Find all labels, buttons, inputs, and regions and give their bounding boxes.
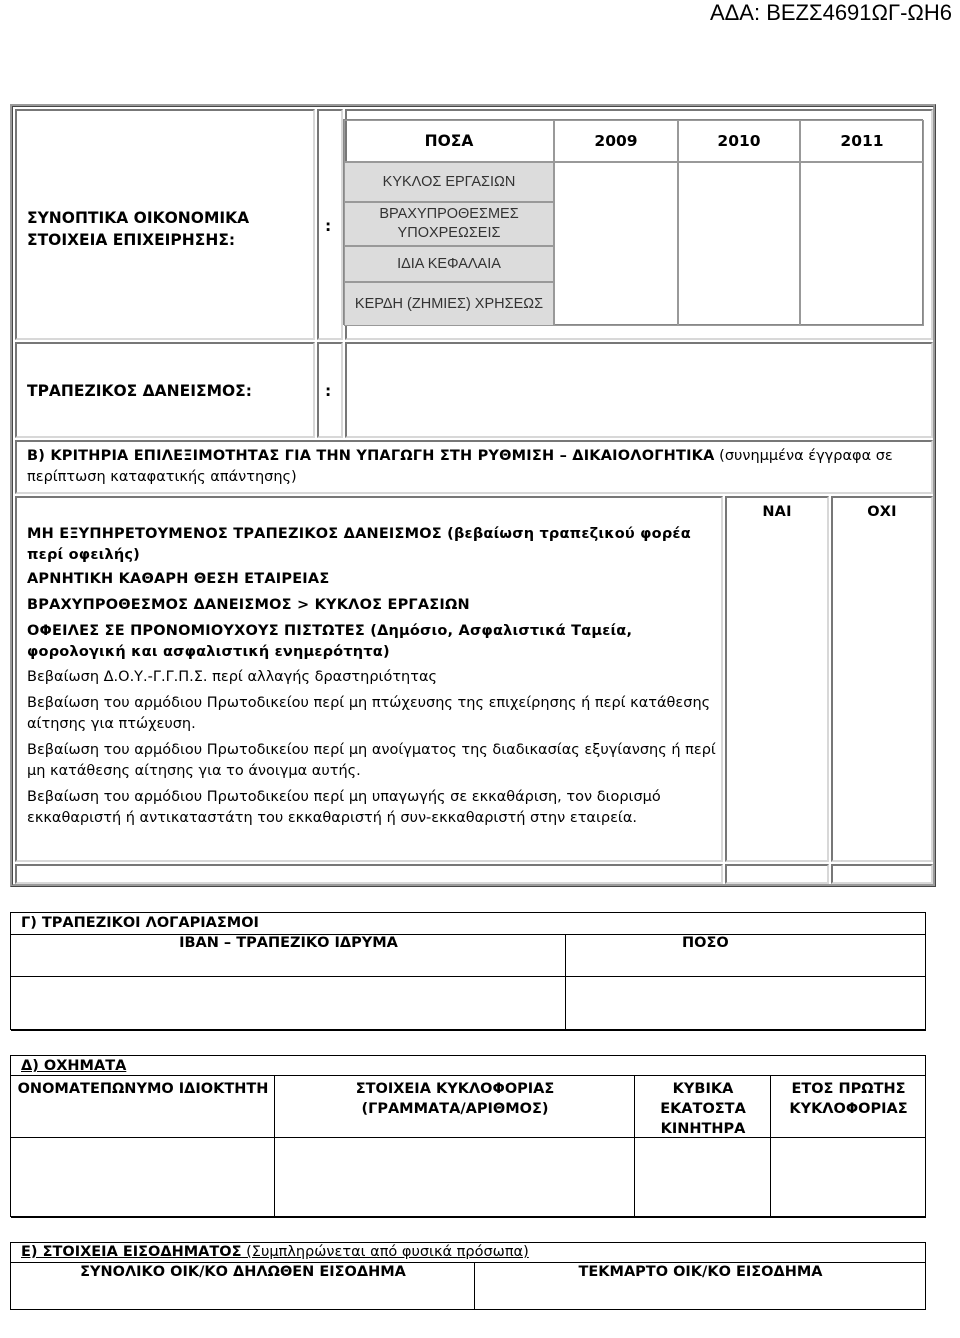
values-2011-column[interactable] — [800, 162, 924, 326]
criteria-title-bold: Β) ΚΡΙΤΗΡΙΑ ΕΠΙΛΕΞΙΜΟΤΗΤΑΣ ΓΙΑ ΤΗΝ ΥΠΑΓΩΓΗ ΣΤΗ ΡΥΘΜΙΣΗ – ΔΙΚΑΙΟΛΟΓΗΤΙΚΑ — [27, 448, 715, 464]
criteria-list — [27, 524, 717, 829]
bank-accounts-title: Γ) ΤΡΑΠΕΖΙΚΟΙ ΛΟΓΑΡΙΑΣΜΟΙ — [21, 915, 259, 931]
first-reg-year-header-cell — [771, 1076, 926, 1138]
bank-accounts-title-row — [11, 913, 926, 935]
registration-header-cell — [275, 1076, 635, 1138]
year-2011-header: 2011 — [800, 120, 924, 162]
income-table — [10, 1242, 926, 1310]
registration-value-cell[interactable] — [275, 1138, 635, 1218]
criteria-no-label: ΟΧΙ — [867, 504, 897, 520]
summary-label-cell — [15, 109, 315, 340]
row-profit-loss: ΚΕΡΔΗ (ΖΗΜΙΕΣ) ΧΡΗΣΕΩΣ — [344, 282, 554, 326]
owner-value-cell[interactable] — [11, 1138, 275, 1218]
declared-income-header: ΣΥΝΟΛΙΚΟ ΟΙΚ/ΚΟ ΔΗΛΩΘΕΝ ΕΙΣΟΔΗΜΑ — [80, 1264, 406, 1280]
criteria-item: Βεβαίωση του αρμόδιου Πρωτοδικείου περί μη ανοίγματος της διαδικασίας εξυγίανσης ή περί μη κατάθεσης αίτησης για το άνοιγμα αυτής. — [27, 742, 716, 779]
income-title — [21, 1244, 529, 1260]
first-reg-year-header: ΕΤΟΣ ΠΡΩΤΗΣ ΚΥΚΛΟΦΟΡΙΑΣ — [789, 1081, 908, 1117]
criteria-empty-yes[interactable] — [725, 864, 829, 884]
iban-header-cell — [11, 935, 566, 977]
criteria-empty-row — [15, 864, 723, 884]
declared-income-cell[interactable] — [11, 1263, 475, 1310]
first-reg-year-value-cell[interactable] — [771, 1138, 926, 1218]
owner-header-cell — [11, 1076, 275, 1138]
criteria-no-cell[interactable] — [831, 496, 933, 862]
document-ada-id: ΑΔΑ: ΒΕΖΣ4691ΩΓ-ΩΗ6 — [709, 0, 952, 25]
year-2009-header: 2009 — [554, 120, 678, 162]
row-short-term-liabilities: ΒΡΑΧΥΠΡΟΘΕΣΜΕΣ ΥΠΟΧΡΕΩΣΕΙΣ — [344, 202, 554, 246]
criteria-item: Βεβαίωση του αρμόδιου Πρωτοδικείου περί μη πτώχευσης της επιχείρησης ή περί κατάθεσης αίτησης για πτώχευση. — [27, 695, 711, 732]
bank-loan-colon: : — [325, 382, 332, 400]
criteria-empty-no[interactable] — [831, 864, 933, 884]
iban-header: IBAN – ΤΡΑΠΕΖΙΚΟ ΙΔΡΥΜΑ — [179, 935, 398, 951]
values-2010-column[interactable] — [678, 162, 800, 326]
vehicles-title: Δ) ΟΧΗΜΑΤΑ — [21, 1058, 127, 1074]
criteria-title-rest: (συνημμένα έγγραφα σε περίπτωση καταφατικής απάντησης) — [27, 448, 893, 485]
amount-header-cell — [566, 935, 926, 977]
values-2009-column[interactable] — [554, 162, 678, 326]
presumed-income-cell[interactable] — [475, 1263, 926, 1310]
bank-accounts-table — [10, 912, 926, 1030]
amount-header: ΠΟΣΟ — [682, 935, 729, 951]
criteria-yes-cell[interactable] — [725, 496, 829, 862]
criteria-item: ΑΡΝΗΤΙΚΗ ΚΑΘΑΡΗ ΘΕΣΗ ΕΤΑΙΡΕΙΑΣ — [27, 571, 330, 587]
posa-header: ΠΟΣΑ — [344, 120, 554, 162]
registration-header: ΣΤΟΙΧΕΙΑ ΚΥΚΛΟΦΟΡΙΑΣ (ΓΡΑΜΜΑΤΑ/ΑΡΙΘΜΟΣ) — [355, 1081, 555, 1117]
criteria-item: ΜΗ ΕΞΥΠΗΡΕΤΟΥΜΕΝΟΣ ΤΡΑΠΕΖΙΚΟΣ ΔΑΝΕΙΣΜΟΣ (βεβαίωση τραπεζικού φορέα περί οφειλής) — [27, 526, 691, 563]
criteria-item: Βεβαίωση Δ.Ο.Υ.-Γ.Γ.Π.Σ. περί αλλαγής δραστηριότητας — [27, 669, 438, 685]
criteria-yes-label: ΝΑΙ — [762, 504, 792, 520]
criteria-items-cell — [15, 496, 723, 862]
criteria-item: ΟΦΕΙΛΕΣ ΣΕ ΠΡΟΝΟΜΙΟΥΧΟΥΣ ΠΙΣΤΩΤΕΣ (Δημόσιο, Ασφαλιστικά Ταμεία, φορολογική και ασφαλιστική ενημερότητα) — [27, 623, 633, 660]
engine-cc-header-cell — [635, 1076, 771, 1138]
income-title-rest: (Συμπληρώνεται από φυσικά πρόσωπα) — [241, 1244, 529, 1260]
criteria-title — [27, 446, 927, 488]
engine-cc-header: ΚΥΒΙΚΑ ΕΚΑΤΟΣΤΑ ΚΙΝΗΤΗΡΑ — [660, 1081, 746, 1137]
bank-loan-value-cell[interactable] — [345, 342, 933, 438]
bank-loan-label: ΤΡΑΠΕΖΙΚΟΣ ΔΑΝΕΙΣΜΟΣ: — [27, 382, 252, 400]
summary-colon-cell — [317, 109, 343, 340]
owner-header: ΟΝΟΜΑΤΕΠΩΝΥΜΟ ΙΔΙΟΚΤΗΤΗ — [17, 1081, 269, 1097]
row-turnover: ΚΥΚΛΟΣ ΕΡΓΑΣΙΩΝ — [344, 162, 554, 202]
year-2010-header: 2010 — [678, 120, 800, 162]
bank-loan-colon-cell — [317, 342, 343, 438]
engine-cc-value-cell[interactable] — [635, 1138, 771, 1218]
vehicles-table — [10, 1055, 926, 1217]
income-title-bold: Ε) ΣΤΟΙΧΕΙΑ ΕΙΣΟΔΗΜΑΤΟΣ — [21, 1244, 242, 1260]
vehicles-title-row — [11, 1056, 926, 1076]
criteria-title-cell — [15, 440, 933, 494]
criteria-item: ΒΡΑΧΥΠΡΟΘΕΣΜΟΣ ΔΑΝΕΙΣΜΟΣ > ΚΥΚΛΟΣ ΕΡΓΑΣΙΩΝ — [27, 597, 470, 613]
amount-value-cell[interactable] — [566, 977, 926, 1031]
income-title-row — [11, 1243, 926, 1263]
financial-summary-table — [343, 119, 923, 325]
bank-loan-label-cell — [15, 342, 315, 438]
summary-colon: : — [325, 217, 332, 235]
row-equity: ΙΔΙΑ ΚΕΦΑΛΑΙΑ — [344, 246, 554, 282]
iban-value-cell[interactable] — [11, 977, 566, 1031]
presumed-income-header: ΤΕΚΜΑΡΤΟ ΟΙΚ/ΚΟ ΕΙΣΟΔΗΜΑ — [578, 1264, 823, 1280]
summary-label: ΣΥΝΟΠΤΙΚΑ ΟΙΚΟΝΟΜΙΚΑ ΣΤΟΙΧΕΙΑ ΕΠΙΧΕΙΡΗΣΗΣ: — [27, 209, 250, 249]
criteria-item: Βεβαίωση του αρμόδιου Πρωτοδικείου περί μη υπαγωγής σε εκκαθάριση, τον διορισμό εκκαθαριστή ή αντικαταστάτη του εκκαθαριστή ή συν-εκκαθαριστή στην εταιρεία. — [27, 789, 661, 826]
